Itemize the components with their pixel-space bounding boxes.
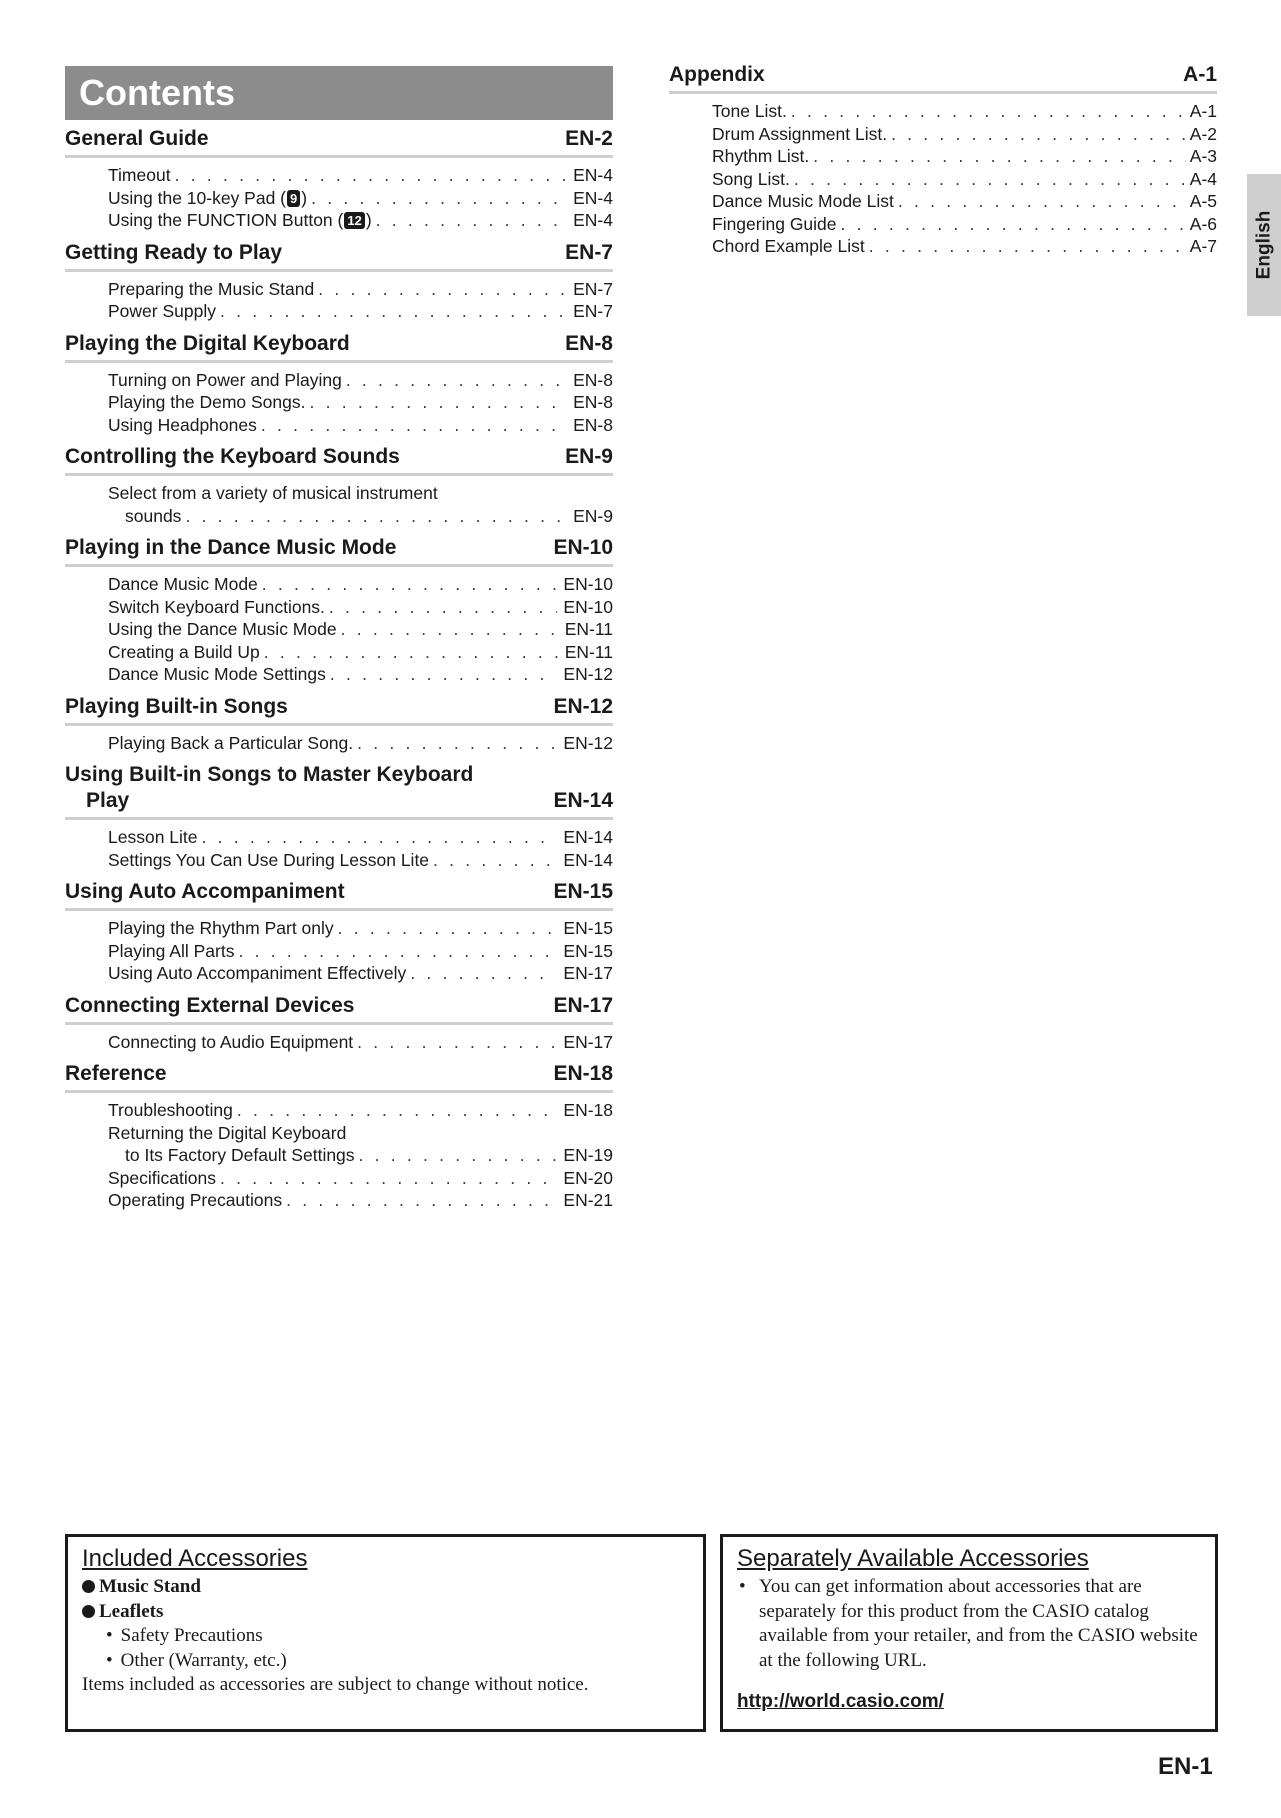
appendix-heading[interactable] [669, 62, 1217, 94]
toc-entry-label: Fingering Guide [712, 213, 837, 234]
toc-entry-page: EN-20 [563, 1167, 613, 1188]
language-tab [1247, 174, 1281, 316]
toc-entry[interactable] [108, 618, 613, 641]
separate-accessories-text: • You can get information about accessories that are separately for this product from the CASIO catalog available from your retailer, and from the CASIO website at the following URL. [739, 1576, 1198, 1671]
toc-entry[interactable] [108, 187, 613, 210]
toc-entry[interactable] [108, 278, 613, 301]
toc-entry[interactable] [108, 300, 613, 323]
toc-entry-page: EN-10 [563, 574, 613, 594]
toc-entries [65, 573, 613, 686]
leader-dots [433, 849, 557, 872]
toc-section-heading[interactable] [65, 694, 613, 726]
included-accessories-title: Included Accessories [82, 1545, 308, 1572]
leader-dots [410, 962, 557, 985]
leader-dots [813, 145, 1186, 168]
toc-entry-page: EN-7 [573, 301, 613, 321]
leader-dots [311, 187, 567, 210]
toc-entry-label: Creating a Build Up [108, 641, 260, 662]
toc-section-heading[interactable] [65, 126, 613, 158]
toc-section-title: Using Auto Accompaniment [65, 880, 345, 903]
toc-section-page: EN-12 [553, 694, 613, 718]
toc-entry-page: EN-11 [564, 619, 613, 639]
toc-section [65, 762, 613, 871]
appendix-title: Appendix [669, 63, 765, 86]
toc-section-page: EN-7 [565, 240, 613, 264]
toc-section-heading[interactable] [65, 331, 613, 363]
toc-section [65, 694, 613, 755]
toc-section [65, 1061, 613, 1212]
toc-entry-label: Troubleshooting [108, 1100, 233, 1120]
toc-entry-label: Drum Assignment List. [712, 123, 888, 144]
leader-dots [329, 596, 557, 619]
leader-dots [869, 235, 1186, 258]
contents-column [65, 66, 613, 1220]
toc-entry[interactable] [108, 596, 613, 619]
toc-entry-label: Switch Keyboard Functions. [108, 596, 325, 617]
toc-entry[interactable] [108, 732, 613, 755]
toc-entry-label: Chord Example List [712, 236, 865, 256]
leader-dots [261, 414, 567, 437]
toc-entry-page: EN-10 [563, 596, 613, 617]
accessory-item: Leaflets [82, 1600, 689, 1625]
leader-dots [318, 278, 567, 301]
leader-dots [220, 1167, 557, 1190]
toc-entry-label: Using the FUNCTION Button ( 12 ) [108, 210, 372, 230]
toc-entry-label: sounds [125, 505, 182, 526]
toc-entry[interactable] [108, 164, 613, 187]
toc-section [65, 240, 613, 323]
leader-dots [237, 1099, 558, 1122]
toc-entry-page: A-4 [1189, 168, 1217, 189]
toc-entry-label: Settings You Can Use During Lesson Lite [108, 849, 430, 870]
toc-entry[interactable] [108, 1031, 613, 1054]
toc-entry-label: Connecting to Audio Equipment [108, 1031, 354, 1052]
leader-dots [898, 190, 1186, 213]
leader-dots [309, 391, 567, 414]
bullet-icon [82, 1605, 95, 1618]
toc-entry[interactable] [108, 414, 613, 437]
toc-entry-page: EN-14 [563, 849, 613, 870]
casio-url-link[interactable]: http://world.casio.com/ [737, 1691, 944, 1712]
toc-section-heading[interactable] [65, 535, 613, 567]
toc-section [65, 126, 613, 232]
toc-section-title: Controlling the Keyboard Sounds [65, 445, 400, 468]
included-accessories-box [65, 1534, 706, 1732]
toc-section-title: Playing in the Dance Music Mode [65, 536, 397, 559]
toc-entry[interactable] [712, 100, 1217, 123]
toc-section [65, 444, 613, 527]
toc-entry-page: A-1 [1189, 101, 1217, 121]
toc-entry[interactable] [108, 1122, 613, 1167]
toc-entries [65, 917, 613, 985]
toc-section-heading[interactable] [65, 993, 613, 1025]
toc-entry-label: Preparing the Music Stand [108, 278, 315, 299]
leader-dots [346, 369, 567, 392]
toc-entry[interactable] [108, 573, 613, 596]
leader-dots [286, 1189, 557, 1212]
toc-entry-page: A-5 [1189, 191, 1217, 211]
toc-entry-page: EN-12 [563, 664, 613, 684]
toc-entries [65, 826, 613, 871]
toc-entry-page: EN-19 [563, 1145, 613, 1165]
toc-entry-page: EN-11 [564, 641, 613, 662]
toc-entry-label: Tone List. [712, 101, 787, 121]
appendix-page: A-1 [1183, 63, 1217, 86]
toc-entry-label: Using Headphones [108, 414, 257, 435]
page-number: EN-1 [1158, 1753, 1213, 1780]
toc-entry-page: EN-15 [563, 940, 613, 961]
separate-accessories-box [720, 1534, 1218, 1732]
toc-entry-label: Using the 10-key Pad ( 9 ) [108, 187, 308, 208]
toc-entry-page: EN-8 [573, 392, 613, 412]
key-number-icon: 12 [344, 212, 364, 229]
leader-dots [891, 123, 1186, 146]
toc-entry-label-line1: Select from a variety of musical instrument [108, 483, 438, 503]
toc-entry-label: Song List. [712, 168, 790, 189]
toc-entry[interactable] [108, 962, 613, 985]
toc-entry-page: EN-18 [563, 1100, 613, 1120]
toc-entry[interactable] [712, 213, 1217, 236]
toc-section-heading[interactable] [65, 240, 613, 272]
contents-title: Contents [65, 66, 613, 120]
toc-entry-page: EN-12 [563, 732, 613, 753]
appendix-entries [669, 100, 1217, 258]
toc-entry-label: Specifications [108, 1167, 216, 1188]
leader-dots [330, 663, 558, 686]
toc-entry-label: Using Auto Accompaniment Effectively [108, 963, 407, 983]
leader-dots [357, 1031, 557, 1054]
leader-dots [264, 641, 559, 664]
toc-entry-page: EN-15 [563, 918, 613, 938]
toc-section-title: Using Built-in Songs to Master Keyboard Play [65, 763, 474, 812]
toc-section-title: Reference [65, 1062, 167, 1085]
leader-dots [262, 573, 558, 596]
toc-entry-label-line1: Returning the Digital Keyboard [108, 1122, 347, 1143]
toc-section [65, 331, 613, 437]
toc-entry-label: Power Supply [108, 301, 216, 321]
toc-entry-label: Operating Precautions [108, 1190, 283, 1210]
toc-entry-label: Playing Back a Particular Song. [108, 732, 354, 753]
toc-entry[interactable] [108, 369, 613, 392]
toc-section-title: Connecting External Devices [65, 993, 355, 1017]
toc-entry-page: EN-8 [573, 369, 613, 390]
toc-sections [65, 126, 613, 1212]
toc-section-heading[interactable] [65, 879, 613, 911]
toc-entry-page: EN-8 [573, 414, 613, 435]
leader-dots [175, 164, 568, 187]
toc-section-heading[interactable] [65, 1061, 613, 1093]
toc-entry[interactable] [108, 826, 613, 849]
toc-entry-label: Lesson Lite [108, 827, 198, 847]
toc-entry-page: EN-4 [573, 210, 613, 230]
toc-entry-label: Rhythm List. [712, 146, 810, 166]
toc-entry[interactable] [108, 1099, 613, 1122]
leader-dots [202, 826, 558, 849]
toc-section-page: EN-2 [565, 127, 613, 150]
toc-entry-page: EN-4 [573, 187, 613, 208]
toc-entry-label: Playing the Rhythm Part only [108, 918, 334, 938]
appendix-column [669, 62, 1217, 258]
toc-entry[interactable] [712, 235, 1217, 258]
toc-section-title: Playing the Digital Keyboard [65, 331, 350, 355]
leader-dots [359, 1144, 558, 1167]
toc-entry[interactable] [108, 663, 613, 686]
toc-entry-page: A-2 [1189, 123, 1217, 144]
toc-entry-page: EN-14 [563, 827, 613, 847]
toc-entry[interactable] [108, 917, 613, 940]
toc-entries [65, 164, 613, 232]
toc-section-page: EN-18 [553, 1062, 613, 1085]
toc-entry[interactable] [712, 145, 1217, 168]
toc-entry-page: EN-21 [563, 1190, 613, 1210]
leader-dots [794, 168, 1186, 191]
toc-entry-page: A-6 [1189, 213, 1217, 234]
toc-entry[interactable] [108, 1189, 613, 1212]
toc-entry-label: Playing All Parts [108, 940, 235, 961]
toc-section [65, 535, 613, 686]
toc-entry-page: EN-17 [563, 1031, 613, 1052]
toc-entry-page: EN-4 [573, 165, 613, 185]
toc-entry-label: Playing the Demo Songs. [108, 392, 306, 412]
toc-entry[interactable] [712, 168, 1217, 191]
toc-section [65, 879, 613, 985]
toc-entry[interactable] [108, 391, 613, 414]
toc-entry-label: Dance Music Mode Settings [108, 664, 326, 684]
leader-dots [220, 300, 567, 323]
toc-entries [65, 732, 613, 755]
toc-section-page: EN-17 [553, 993, 613, 1017]
toc-entry-label: to Its Factory Default Settings [125, 1145, 355, 1165]
toc-section [65, 993, 613, 1054]
bullet-icon [82, 1580, 95, 1593]
leader-dots [238, 940, 557, 963]
toc-entry[interactable] [108, 482, 613, 527]
toc-entry-page: EN-9 [573, 505, 613, 526]
toc-section-title: General Guide [65, 127, 209, 150]
separate-accessories-title: Separately Available Accessories [737, 1545, 1089, 1572]
toc-entry-page: EN-17 [563, 963, 613, 983]
toc-entry[interactable] [108, 849, 613, 872]
toc-entry[interactable] [712, 123, 1217, 146]
accessory-note: Items included as accessories are subject to change without notice. [82, 1674, 589, 1695]
toc-entries [65, 482, 613, 527]
toc-entry-label: Using the Dance Music Mode [108, 619, 337, 639]
toc-entry-label: Timeout [108, 165, 171, 185]
language-tab-label: English [1253, 210, 1274, 280]
leader-dots [341, 618, 559, 641]
toc-entry-label: Dance Music Mode [108, 574, 258, 594]
accessory-sub-item: • Safety Precautions [82, 1624, 689, 1649]
accessory-item: Music Stand [82, 1575, 689, 1600]
toc-entries [65, 369, 613, 437]
toc-section-page: EN-9 [565, 445, 613, 468]
leader-dots [185, 505, 567, 528]
leader-dots [791, 100, 1186, 123]
toc-entry-label: Dance Music Mode List [712, 191, 894, 211]
toc-section-heading[interactable] [65, 762, 613, 820]
toc-entry[interactable] [108, 641, 613, 664]
toc-entries [65, 1099, 613, 1212]
toc-section-page: EN-10 [553, 536, 613, 559]
toc-entries [65, 1031, 613, 1054]
toc-entry-page: EN-7 [573, 278, 613, 299]
toc-section-page: EN-14 [553, 789, 613, 812]
toc-entry[interactable] [108, 209, 613, 232]
leader-dots [357, 732, 557, 755]
leader-dots [376, 209, 567, 232]
toc-section-page: EN-15 [553, 880, 613, 903]
key-number-icon: 9 [287, 190, 300, 207]
toc-section-heading[interactable] [65, 444, 613, 476]
toc-entry-page: A-7 [1189, 236, 1217, 256]
toc-entry[interactable] [108, 940, 613, 963]
toc-entry[interactable] [108, 1167, 613, 1190]
accessory-sub-item: • Other (Warranty, etc.) [82, 1649, 689, 1674]
toc-entry-page: A-3 [1189, 146, 1217, 166]
toc-entry[interactable] [712, 190, 1217, 213]
leader-dots [338, 917, 558, 940]
leader-dots [841, 213, 1186, 236]
toc-section-page: EN-8 [565, 331, 613, 355]
toc-section-title: Getting Ready to Play [65, 240, 283, 264]
toc-entries [65, 278, 613, 323]
toc-entry-label: Turning on Power and Playing [108, 369, 342, 390]
toc-section-title: Playing Built-in Songs [65, 694, 288, 718]
